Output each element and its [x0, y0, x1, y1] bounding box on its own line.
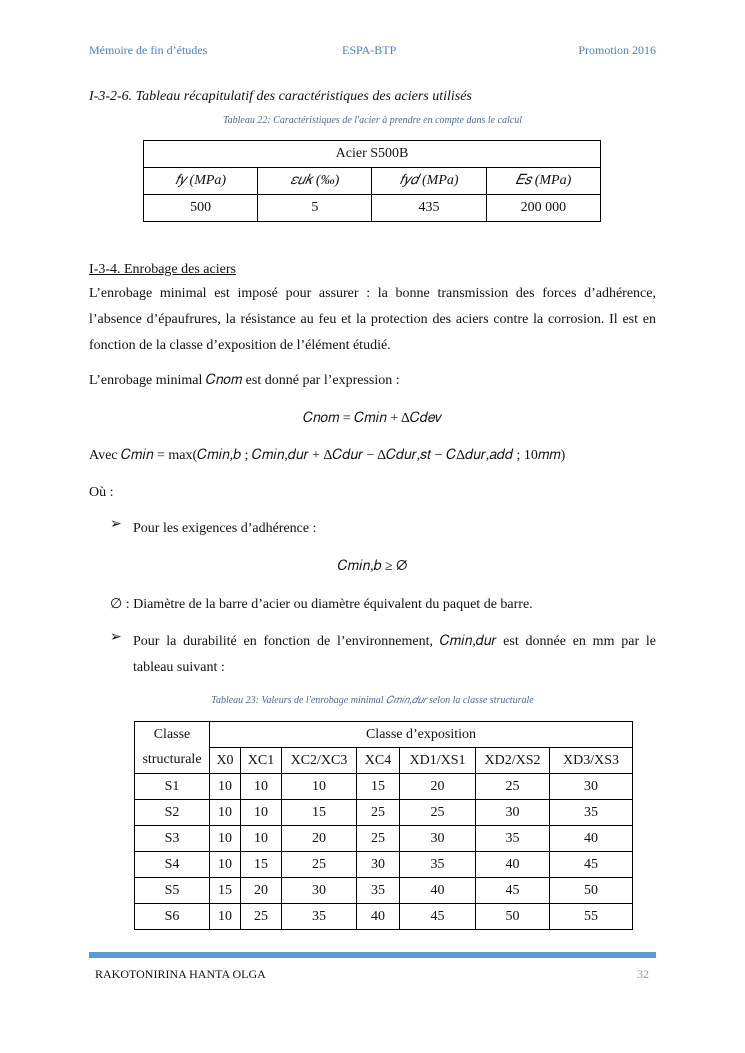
table-row	[135, 852, 633, 878]
cover-cell: 30	[357, 852, 400, 878]
cover-col-xc1: XC1	[241, 748, 282, 774]
cover-cell: 20	[282, 826, 357, 852]
cover-cell: 15	[210, 878, 241, 904]
cover-table	[134, 721, 633, 930]
cover-cell: 15	[357, 774, 400, 800]
cover-cell: 50	[550, 878, 633, 904]
cover-cell: 10	[241, 774, 282, 800]
cover-row-class: S1	[135, 774, 210, 800]
bullet-durability: Pour la durabilité en fonction de l’environnement, 𝐶𝑚𝑖𝑛,𝑑𝑢𝑟 est donnée en mm par le tableau suivant :	[133, 634, 656, 675]
footer-author: RAKOTONIRINA HANTA OLGA	[95, 967, 266, 981]
cover-header-class: Classe	[135, 722, 210, 748]
cover-cell: 25	[357, 800, 400, 826]
cover-row-class: S2	[135, 800, 210, 826]
steel-header-euk: 𝜀𝑢𝑘 (‰)	[258, 168, 372, 195]
cover-cell: 10	[282, 774, 357, 800]
cover-header-structural: structurale	[135, 748, 210, 774]
cover-cell: 35	[550, 800, 633, 826]
table-row	[135, 904, 633, 930]
cover-cell: 25	[282, 852, 357, 878]
steel-value-es: 200 000	[486, 195, 600, 222]
page-number: 32	[637, 967, 649, 981]
table-row	[135, 878, 633, 904]
formula-cmin: Avec 𝐶𝑚𝑖𝑛 = max(𝐶𝑚𝑖𝑛,𝑏 ; 𝐶𝑚𝑖𝑛,𝑑𝑢𝑟 + Δ𝐶𝑑𝑢𝑟 − Δ𝐶𝑑𝑢𝑟,𝑠𝑡 − 𝐶Δ𝑑𝑢𝑟,𝑎𝑑𝑑 ; 10𝑚𝑚)	[89, 448, 566, 463]
table22-caption: Tableau 22: Caractéristiques de l'acier à prendre en compte dans le calcul	[222, 115, 523, 126]
cover-cell: 10	[210, 774, 241, 800]
cover-cell: 10	[210, 800, 241, 826]
cover-cell: 45	[400, 904, 476, 930]
footer-rule	[89, 952, 656, 958]
steel-value-euk: 5	[258, 195, 372, 222]
cover-cell: 35	[357, 878, 400, 904]
cover-cell: 10	[210, 904, 241, 930]
cover-cell: 35	[400, 852, 476, 878]
cover-row-class: S4	[135, 852, 210, 878]
cover-cell: 10	[210, 852, 241, 878]
cover-cell: 50	[476, 904, 550, 930]
table-row	[135, 774, 633, 800]
section-title-steel-summary: I-3-2-6. Tableau récapitulatif des caractéristiques des aciers utilisés	[89, 89, 472, 104]
cover-cell: 25	[241, 904, 282, 930]
cover-cell: 10	[241, 800, 282, 826]
table-row	[135, 826, 633, 852]
table23-caption: Tableau 23: Valeurs de l'enrobage minimal 𝐶𝑚𝑖𝑛,𝑑𝑢𝑟 selon la classe structurale	[211, 695, 534, 706]
cover-cell: 45	[476, 878, 550, 904]
cover-cell: 30	[550, 774, 633, 800]
cover-cell: 20	[400, 774, 476, 800]
ou-label: Où :	[89, 485, 114, 500]
cover-paragraph: L’enrobage minimal est imposé pour assurer : la bonne transmission des forces d’adhérence, l’absence d’épaufrures, la résistance au feu et la protection des aciers contre la corrosion. Il est en fonction de la classe d’exposition de l’élément étudié.	[89, 286, 656, 353]
cover-cell: 10	[241, 826, 282, 852]
cover-cell: 40	[550, 826, 633, 852]
cover-col-xc4: XC4	[357, 748, 400, 774]
cover-col-xd2xs2: XD2/XS2	[476, 748, 550, 774]
cover-row-class: S3	[135, 826, 210, 852]
cover-cell: 55	[550, 904, 633, 930]
cover-nom-intro: L’enrobage minimal 𝐶𝑛𝑜𝑚 est donné par l’expression :	[89, 373, 400, 388]
cover-cell: 25	[400, 800, 476, 826]
formula-cminb: 𝐶𝑚𝑖𝑛,𝑏 ≥ ∅	[337, 559, 408, 574]
header-left: Mémoire de fin d’études	[89, 43, 208, 57]
bullet-arrow-icon: ➢	[110, 630, 122, 645]
cover-row-class: S6	[135, 904, 210, 930]
steel-table	[143, 140, 601, 222]
cover-col-xc2xc3: XC2/XC3	[282, 748, 357, 774]
cover-cell: 35	[476, 826, 550, 852]
cover-cell: 40	[476, 852, 550, 878]
cover-col-xd1xs1: XD1/XS1	[400, 748, 476, 774]
cover-cell: 15	[241, 852, 282, 878]
cover-cell: 40	[357, 904, 400, 930]
table-row	[135, 800, 633, 826]
bullet-arrow-icon: ➢	[110, 517, 122, 532]
cover-row-class: S5	[135, 878, 210, 904]
cover-col-x0: X0	[210, 748, 241, 774]
cover-cell: 35	[282, 904, 357, 930]
cover-cell: 45	[550, 852, 633, 878]
header-center: ESPA-BTP	[342, 43, 397, 57]
steel-table-title: Acier S500B	[144, 141, 601, 168]
bullet-adherence: Pour les exigences d’adhérence :	[133, 521, 317, 536]
cover-cell: 30	[282, 878, 357, 904]
cover-cell: 30	[400, 826, 476, 852]
header-right: Promotion 2016	[578, 43, 656, 57]
cover-cell: 30	[476, 800, 550, 826]
cover-table-body	[135, 774, 633, 930]
steel-header-fy: 𝑓𝑦 (MPa)	[144, 168, 258, 195]
formula-cnom: 𝐶𝑛𝑜𝑚 = 𝐶𝑚𝑖𝑛 + Δ𝐶𝑑𝑒𝑣	[303, 411, 442, 426]
cover-cell: 20	[241, 878, 282, 904]
steel-header-es: 𝐸𝑠 (MPa)	[486, 168, 600, 195]
cover-col-xd3xs3: XD3/XS3	[550, 748, 633, 774]
cover-cell: 25	[476, 774, 550, 800]
cover-header-exposure: Classe d’exposition	[210, 722, 633, 748]
cover-cell: 10	[210, 826, 241, 852]
cover-cell: 25	[357, 826, 400, 852]
steel-header-fyd: 𝑓𝑦𝑑 (MPa)	[372, 168, 486, 195]
diameter-definition: ∅ : Diamètre de la barre d’acier ou diamètre équivalent du paquet de barre.	[110, 597, 533, 612]
section-title-cover: I-3-4. Enrobage des aciers	[89, 262, 236, 277]
cover-cell: 40	[400, 878, 476, 904]
steel-value-fy: 500	[144, 195, 258, 222]
cover-cell: 15	[282, 800, 357, 826]
steel-value-fyd: 435	[372, 195, 486, 222]
